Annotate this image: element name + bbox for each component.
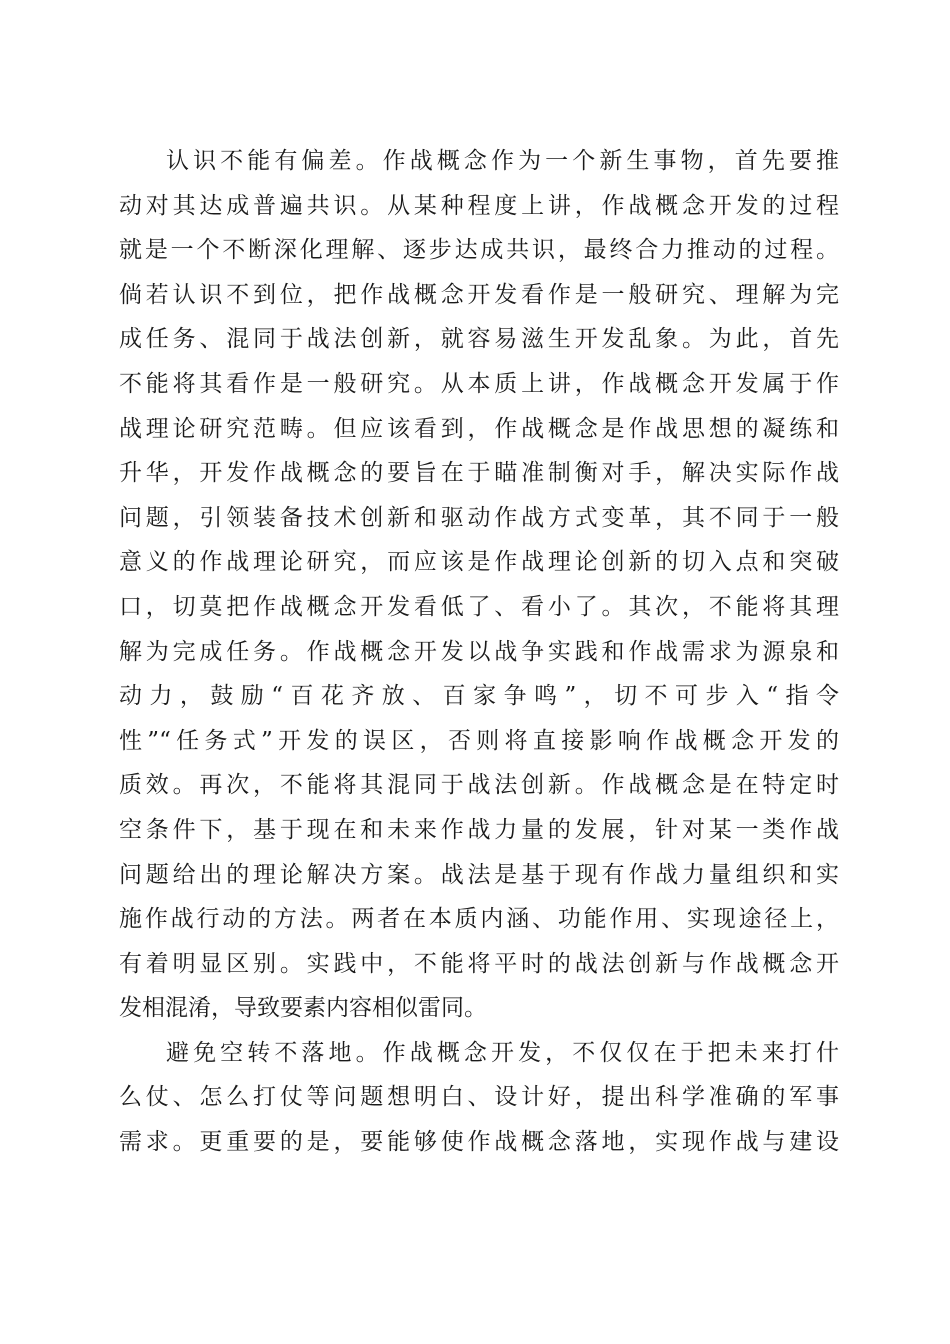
paragraph-line: 空条件下，基于现在和未来作战力量的发展，针对某一类作战: [119, 816, 839, 843]
paragraph-line: 倘若认识不到位，把作战概念开发看作是一般研究、理解为完: [119, 281, 839, 308]
document-body: [119, 139, 839, 1165]
paragraph-line: 成任务、混同于战法创新，就容易滋生开发乱象。为此，首先: [119, 326, 839, 353]
paragraph-1: [119, 139, 839, 1031]
paragraph-line: 发相混淆，导致要素内容相似雷同。: [119, 995, 487, 1022]
paragraph-line: 质效。再次，不能将其混同于战法创新。作战概念是在特定时: [119, 772, 839, 799]
paragraph-line: 动对其达成普遍共识。从某种程度上讲，作战概念开发的过程: [119, 192, 839, 219]
paragraph-line: 口，切莫把作战概念开发看低了、看小了。其次，不能将其理: [119, 593, 839, 620]
paragraph-line: 升华，开发作战概念的要旨在于瞄准制衡对手，解决实际作战: [119, 460, 839, 487]
paragraph-line: 战理论研究范畴。但应该看到，作战概念是作战思想的凝练和: [119, 415, 839, 442]
paragraph-line: 避免空转不落地。作战概念开发，不仅仅在于把未来打什: [166, 1039, 839, 1066]
paragraph-2: [119, 1031, 839, 1165]
paragraph-line: 施作战行动的方法。两者在本质内涵、功能作用、实现途径上，: [119, 906, 839, 933]
paragraph-line: 有着明显区别。实践中，不能将平时的战法创新与作战概念开: [119, 950, 839, 977]
paragraph-line: 解为完成任务。作战概念开发以战争实践和作战需求为源泉和: [119, 638, 839, 665]
paragraph-line: 性”“任务式”开发的误区，否则将直接影响作战概念开发的: [119, 727, 839, 754]
paragraph-line: 动力，鼓励“百花齐放、百家争鸣”，切不可步入“指令: [119, 683, 839, 710]
paragraph-line: 认识不能有偏差。作战概念作为一个新生事物，首先要推: [166, 148, 839, 174]
paragraph-line: 问题，引领装备技术创新和驱动作战方式变革，其不同于一般: [119, 504, 839, 531]
paragraph-line: 问题给出的理论解决方案。战法是基于现有作战力量组织和实: [119, 861, 839, 888]
paragraph-line: 就是一个不断深化理解、逐步达成共识，最终合力推动的过程。: [119, 237, 839, 264]
paragraph-line: 么仗、怎么打仗等问题想明白、设计好，提出科学准确的军事: [119, 1084, 839, 1111]
paragraph-line: 不能将其看作是一般研究。从本质上讲，作战概念开发属于作: [119, 370, 839, 397]
paragraph-line: 需求。更重要的是，要能够使作战概念落地，实现作战与建设: [119, 1129, 839, 1156]
paragraph-line: 意义的作战理论研究，而应该是作战理论创新的切入点和突破: [119, 549, 839, 576]
